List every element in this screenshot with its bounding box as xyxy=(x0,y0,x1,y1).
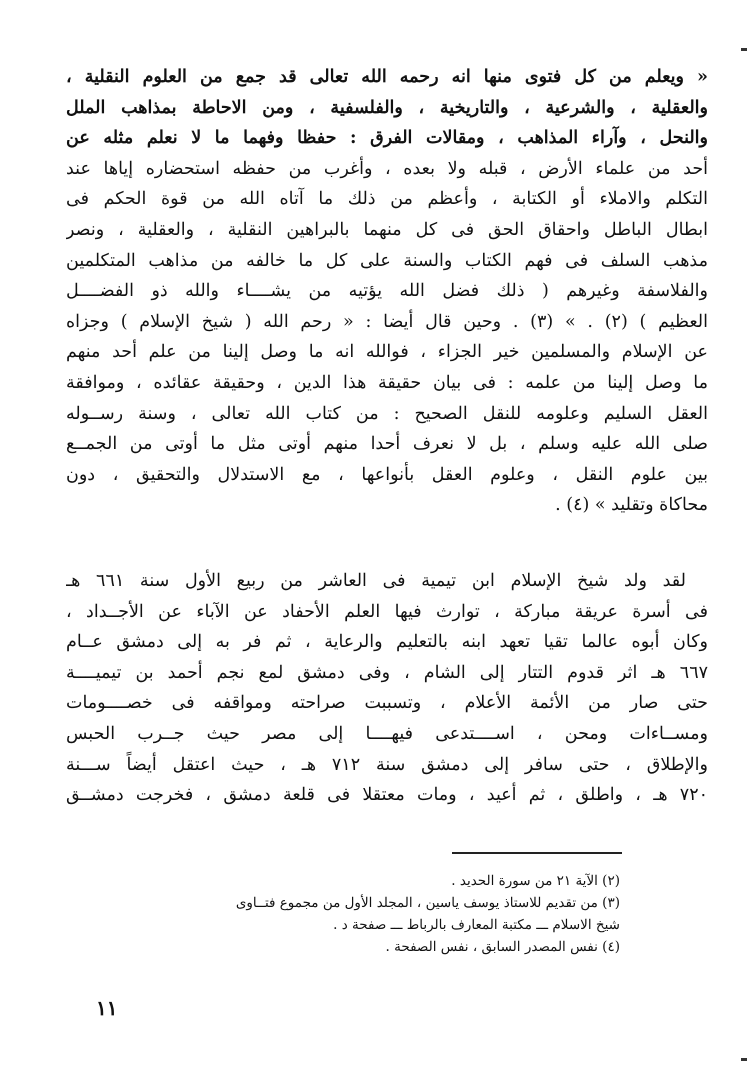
text-line: العقل السليم وعلومه للنقل الصحيح : من كتاب الله تعالى ، وسنة رســوله xyxy=(66,403,708,424)
footnote-2: (٢) الآية ٢١ من سورة الحديد . xyxy=(451,873,620,889)
page-number: ١١ xyxy=(96,996,118,1020)
text-line: وكان أبوه عالما تقيا تعهد ابنه بالتعليم والرعاية ، ثم فر به إلى دمشق عــام xyxy=(66,632,708,653)
footnote-divider xyxy=(452,852,622,854)
paragraph-biography xyxy=(66,566,708,811)
text-line: ابطال الباطل واحقاق الحق فى كل منهما بالبراهين النقلية ، والعقلية ، ونصر xyxy=(66,219,708,240)
text-line: ٦٦٧ هـ اثر قدوم التتار إلى الشام ، وفى دمشق لمع نجم أحمد بن تيميــــة xyxy=(66,662,708,683)
text-line: ومســاءات ومحن ، اســــتدعى فيهــــا إلى مصر حيث جــرب الحبس xyxy=(66,723,708,744)
page-edge-mark xyxy=(741,48,747,51)
footnote-3: (٣) من تقديم للاستاذ يوسف ياسين ، المجلد الأول من مجموع فتــاوى xyxy=(235,895,620,911)
text-line: بين علوم النقل ، وعلوم العقل بأنواعها ، مع الاستدلال والتحقيق ، دون xyxy=(66,464,708,485)
footnotes xyxy=(60,870,620,958)
footnote-4: (٤) نفس المصدر السابق ، نفس الصفحة . xyxy=(385,939,620,955)
text-line: ما وصل إلينا من علمه : فى بيان حقيقة هذا الدين ، وحقيقة عقائده ، وموافقة xyxy=(66,372,708,393)
page-edge-mark xyxy=(741,1058,747,1061)
text-line: العظيم ) (٢) . » (٣) . وحين قال أيضا : « رحم الله ( شيخ الإسلام ) وجزاه xyxy=(66,311,708,332)
text-line: عن الإسلام والمسلمين خير الجزاء ، فوالله انه ما وصل إلينا من علم أحد منهم xyxy=(66,342,708,363)
text-line: حتى صار من الأئمة الأعلام ، وتسببت صراحته ومواقفه فى خصــــومات xyxy=(66,693,708,714)
text-line: والنحل ، وآراء المذاهب ، ومقالات الفرق : حفظا وفهما ما لا نعلم مثله عن xyxy=(66,128,708,149)
text-line: أحد من علماء الأرض ، قبله ولا بعده ، وأغرب من حفظه استحضاره إياها عند xyxy=(66,158,708,179)
text-line: التكلم والاملاء أو الكتابة ، وأعظم من ذلك ما آتاه الله من قوة الحكم فى xyxy=(66,189,708,210)
text-line: صلى الله عليه وسلم ، بل لا نعرف أحدا منهم أوتى مثل ما أوتى من الجمــع xyxy=(66,434,708,455)
footnote-3-continued: شيخ الاسلام ـــ مكتبة المعارف بالرباط ـــ صفحة د . xyxy=(333,917,620,933)
text-line: « ويعلم من كل فتوى منها انه رحمه الله تعالى قد جمع من العلوم النقلية ، xyxy=(66,67,708,87)
text-line: مذهب السلف فى فهم الكتاب والسنة على كل ما خالفه من مذاهب المتكلمين xyxy=(66,250,708,271)
text-line: ٧٢٠ هـ ، واطلق ، ثم أعيد ، ومات معتقلا فى قلعة دمشق ، فخرجت دمشــق xyxy=(66,785,708,806)
text-line: والإطلاق ، حتى سافر إلى دمشق سنة ٧١٢ هـ ، حيث اعتقل أيضاً ســـنة xyxy=(66,754,708,775)
paragraph-quote xyxy=(66,62,708,521)
text-line: محاكاة وتقليد » (٤) . xyxy=(555,495,708,516)
text-line: والفلاسفة وغيرهم ( ذلك فضل الله يؤتيه من يشــــاء والله ذو الفضــــل xyxy=(66,281,708,302)
text-line: فى أسرة عريقة مباركة ، توارث فيها العلم الأحفاد عن الآباء عن الأجــداد ، xyxy=(66,601,708,622)
text-line: لقد ولد شيخ الإسلام ابن تيمية فى العاشر من ربيع الأول سنة ٦٦١ هـ xyxy=(66,571,686,591)
text-line: والعقلية ، والشرعية ، والتاريخية ، والفلسفية ، ومن الاحاطة بمذاهب الملل xyxy=(66,97,708,118)
